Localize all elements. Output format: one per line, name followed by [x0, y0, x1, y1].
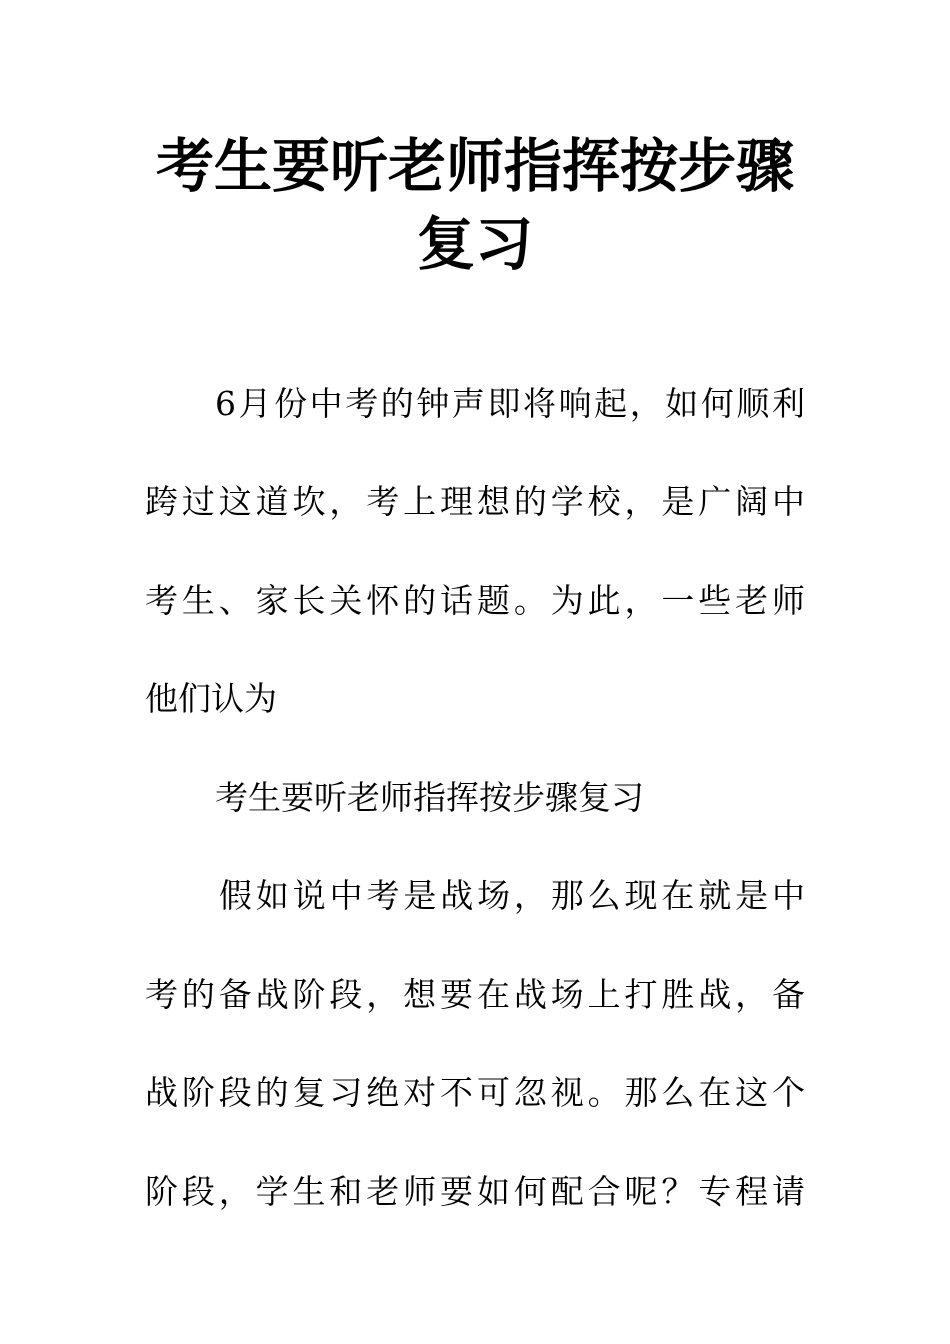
- paragraph-1-line-3: 考生、家长关怀的话题。为此，一些老师: [145, 581, 805, 620]
- paragraph-1-line-4: 他们认为: [145, 679, 277, 718]
- document-title-line-2: 复习: [416, 210, 533, 278]
- paragraph-1-line-1: 6月份中考的钟声即将响起，如何顺利: [215, 384, 805, 423]
- paragraph-2-line-2: 考的备战阶段，想要在战场上打胜战，备: [145, 975, 805, 1014]
- paragraph-1-line-2: 跨过这道坎，考上理想的学校，是广阔中: [145, 482, 805, 521]
- paragraph-2-line-3: 战阶段的复习绝对不可忽视。那么在这个: [145, 1073, 805, 1112]
- paragraph-2-line-4: 阶段，学生和老师要如何配合呢？专程请: [145, 1172, 805, 1211]
- document-title-line-1: 考生要听老师指挥按步骤: [155, 132, 794, 200]
- subheading: 考生要听老师指挥按步骤复习: [215, 778, 644, 817]
- paragraph-2-line-1: 假如说中考是战场，那么现在就是中: [219, 876, 805, 915]
